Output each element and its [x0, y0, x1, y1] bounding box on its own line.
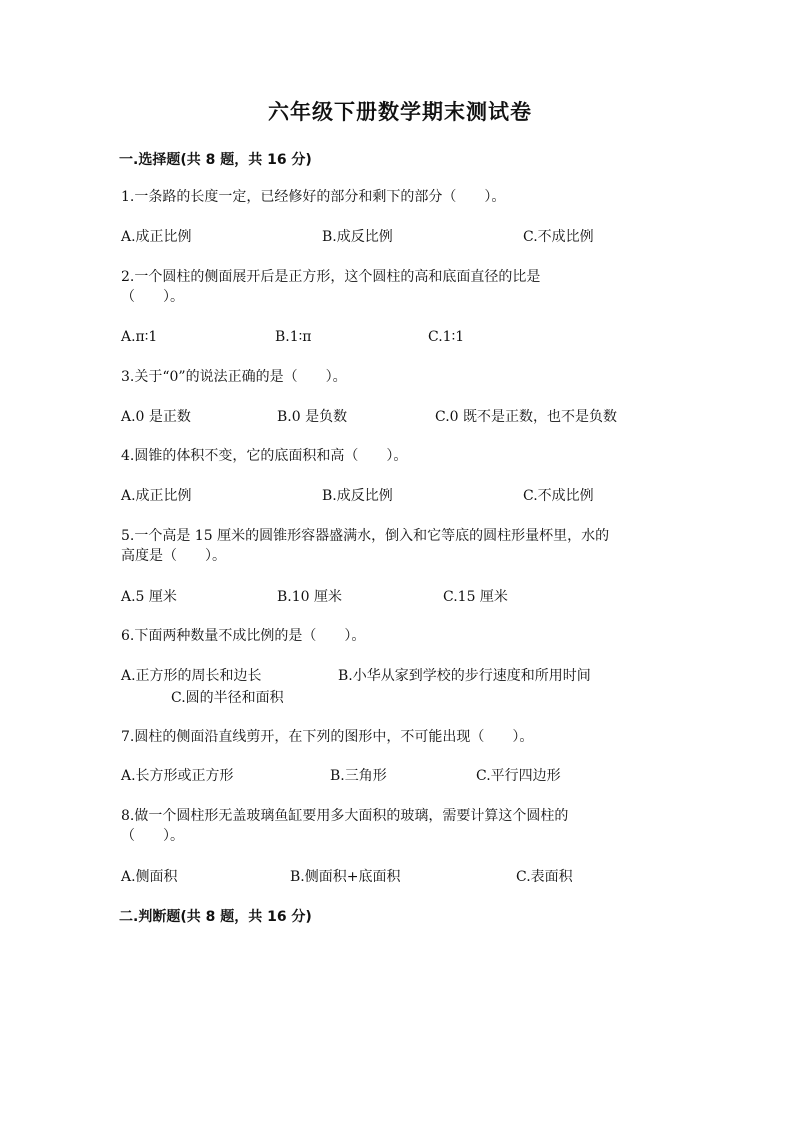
question-7-option-b: B.三角形	[330, 768, 387, 784]
question-3-option-a: A.0 是正数	[121, 409, 191, 425]
question-5-option-c: C.15 厘米	[443, 589, 508, 605]
question-8-option-a: A.侧面积	[121, 869, 178, 885]
question-3: 3.关于“0”的说法正确的是（ ）。	[121, 369, 347, 385]
page-title: 六年级下册数学期末测试卷	[268, 99, 532, 124]
question-1-option-a: A.成正比例	[121, 229, 192, 245]
question-2-option-a: A.π∶1	[121, 329, 158, 345]
question-4: 4.圆锥的体积不变，它的底面积和高（ ）。	[121, 448, 408, 464]
question-2-option-c: C.1∶1	[428, 329, 465, 345]
question-1-option-c: C.不成比例	[523, 229, 594, 245]
question-6-option-a: A.正方形的周长和边长	[121, 668, 262, 684]
question-3-option-c: C.0 既不是正数，也不是负数	[435, 409, 618, 425]
question-3-option-b: B.0 是负数	[277, 409, 348, 425]
question-5-option-b: B.10 厘米	[277, 589, 343, 605]
question-7-option-a: A.长方形或正方形	[121, 768, 234, 784]
question-7: 7.圆柱的侧面沿直线剪开，在下列的图形中，不可能出现（ ）。	[121, 729, 534, 745]
question-2-option-b: B.1∶π	[275, 329, 312, 345]
question-5-line-1: 5.一个高是 15 厘米的圆锥形容器盛满水，倒入和它等底的圆柱形量杯里，水的	[121, 528, 610, 544]
question-7-option-c: C.平行四边形	[476, 768, 561, 784]
question-8-line-1: 8.做一个圆柱形无盖玻璃鱼缸要用多大面积的玻璃，需要计算这个圆柱的	[121, 808, 569, 824]
question-2	[121, 267, 691, 307]
question-6-option-b: B.小华从家到学校的步行速度和所用时间	[338, 668, 591, 684]
section-heading-choice: 一.选择题(共 8 题，共 16 分)	[119, 152, 312, 168]
question-1-option-b: B.成反比例	[322, 229, 393, 245]
question-6: 6.下面两种数量不成比例的是（ ）。	[121, 628, 366, 644]
question-4-option-a: A.成正比例	[121, 488, 192, 504]
question-4-option-b: B.成反比例	[322, 488, 393, 504]
question-2-line-2: （ ）。	[121, 289, 184, 305]
question-6-option-c: C.圆的半径和面积	[171, 690, 284, 706]
question-8	[121, 806, 691, 846]
question-4-option-c: C.不成比例	[523, 488, 594, 504]
section-heading-judgment: 二.判断题(共 8 题，共 16 分)	[119, 909, 312, 925]
question-8-line-2: （ ）。	[121, 828, 184, 844]
question-2-line-1: 2.一个圆柱的侧面展开后是正方形，这个圆柱的高和底面直径的比是	[121, 269, 541, 285]
question-8-option-b: B.侧面积+底面积	[290, 869, 401, 885]
question-5-option-a: A.5 厘米	[121, 589, 177, 605]
question-1: 1.一条路的长度一定，已经修好的部分和剩下的部分（ ）。	[121, 189, 506, 205]
question-5-line-2: 高度是（ ）。	[121, 548, 226, 564]
question-5	[121, 526, 691, 566]
question-8-option-c: C.表面积	[516, 869, 573, 885]
